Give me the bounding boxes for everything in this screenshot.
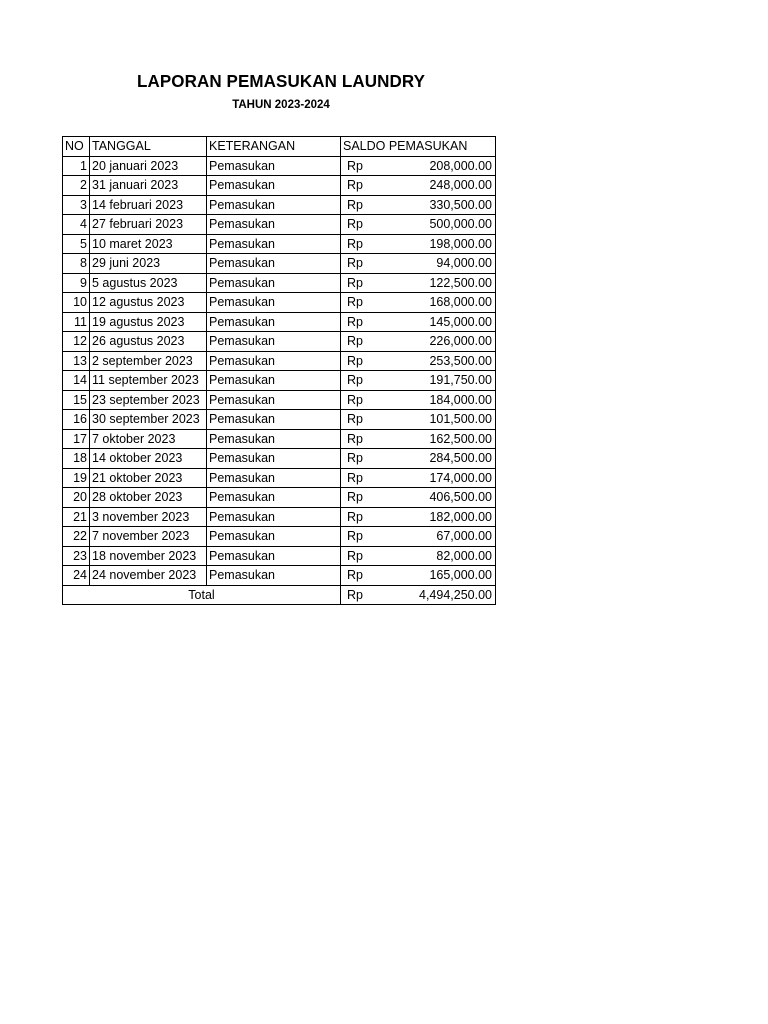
amount-value: 208,000.00	[429, 158, 492, 173]
cell-tanggal: 20 januari 2023	[90, 156, 207, 176]
cell-tanggal: 5 agustus 2023	[90, 273, 207, 293]
cell-saldo	[341, 176, 496, 196]
table-header-row	[63, 137, 496, 157]
cell-no: 18	[63, 449, 90, 469]
table-row	[63, 293, 496, 313]
report-title: LAPORAN PEMASUKAN LAUNDRY	[136, 71, 426, 92]
currency-label: Rp	[347, 568, 363, 582]
currency-label: Rp	[347, 295, 363, 309]
cell-tanggal: 30 september 2023	[90, 410, 207, 430]
amount-value: 101,500.00	[429, 412, 492, 426]
cell-saldo	[341, 429, 496, 449]
amount-value: 94,000.00	[436, 256, 492, 270]
income-table	[62, 136, 496, 605]
cell-tanggal: 14 oktober 2023	[90, 449, 207, 469]
currency-label: Rp	[347, 490, 363, 504]
cell-saldo	[341, 546, 496, 566]
cell-no: 9	[63, 273, 90, 293]
cell-keterangan: Pemasukan	[207, 390, 341, 410]
cell-keterangan: Pemasukan	[207, 351, 341, 371]
cell-tanggal: 2 september 2023	[90, 351, 207, 371]
cell-tanggal: 19 agustus 2023	[90, 312, 207, 332]
total-currency-label: Rp	[347, 587, 363, 602]
amount-value: 248,000.00	[429, 178, 492, 192]
table-row	[63, 215, 496, 235]
currency-label: Rp	[347, 236, 363, 251]
table-row	[63, 234, 496, 254]
header-tanggal: TANGGAL	[90, 137, 207, 157]
cell-tanggal: 3 november 2023	[90, 507, 207, 527]
table-row	[63, 410, 496, 430]
cell-no: 14	[63, 371, 90, 391]
cell-saldo	[341, 527, 496, 547]
cell-no: 3	[63, 195, 90, 215]
amount-value: 122,500.00	[429, 275, 492, 290]
cell-no: 24	[63, 566, 90, 586]
cell-keterangan: Pemasukan	[207, 546, 341, 566]
cell-tanggal: 18 november 2023	[90, 546, 207, 566]
cell-keterangan: Pemasukan	[207, 488, 341, 508]
table-row	[63, 351, 496, 371]
currency-label: Rp	[347, 392, 363, 407]
currency-label: Rp	[347, 197, 363, 212]
cell-tanggal: 28 oktober 2023	[90, 488, 207, 508]
cell-keterangan: Pemasukan	[207, 156, 341, 176]
currency-label: Rp	[347, 217, 363, 231]
table-row	[63, 468, 496, 488]
cell-keterangan: Pemasukan	[207, 293, 341, 313]
currency-label: Rp	[347, 158, 363, 173]
amount-value: 168,000.00	[429, 295, 492, 309]
currency-label: Rp	[347, 412, 363, 426]
cell-tanggal: 12 agustus 2023	[90, 293, 207, 313]
amount-value: 198,000.00	[429, 236, 492, 251]
currency-label: Rp	[347, 548, 363, 563]
cell-saldo	[341, 351, 496, 371]
cell-saldo	[341, 449, 496, 469]
total-saldo	[341, 585, 496, 605]
amount-value: 500,000.00	[429, 217, 492, 231]
total-amount-value: 4,494,250.00	[419, 587, 492, 602]
cell-no: 1	[63, 156, 90, 176]
cell-tanggal: 11 september 2023	[90, 371, 207, 391]
amount-value: 330,500.00	[429, 197, 492, 212]
cell-saldo	[341, 410, 496, 430]
table-row	[63, 566, 496, 586]
cell-saldo	[341, 273, 496, 293]
total-label: Total	[63, 585, 341, 605]
cell-saldo	[341, 390, 496, 410]
currency-label: Rp	[347, 509, 363, 524]
cell-tanggal: 27 februari 2023	[90, 215, 207, 235]
table-row	[63, 449, 496, 469]
cell-keterangan: Pemasukan	[207, 312, 341, 332]
currency-label: Rp	[347, 431, 363, 446]
cell-saldo	[341, 254, 496, 274]
currency-label: Rp	[347, 470, 363, 485]
cell-saldo	[341, 332, 496, 352]
amount-value: 162,500.00	[429, 431, 492, 446]
amount-value: 165,000.00	[429, 568, 492, 582]
cell-keterangan: Pemasukan	[207, 332, 341, 352]
cell-keterangan: Pemasukan	[207, 371, 341, 391]
cell-tanggal: 26 agustus 2023	[90, 332, 207, 352]
cell-tanggal: 7 oktober 2023	[90, 429, 207, 449]
cell-no: 12	[63, 332, 90, 352]
cell-tanggal: 23 september 2023	[90, 390, 207, 410]
cell-no: 13	[63, 351, 90, 371]
amount-value: 67,000.00	[436, 529, 492, 543]
cell-tanggal: 10 maret 2023	[90, 234, 207, 254]
cell-saldo	[341, 312, 496, 332]
amount-value: 184,000.00	[429, 392, 492, 407]
table-row	[63, 273, 496, 293]
cell-no: 19	[63, 468, 90, 488]
table-row	[63, 429, 496, 449]
cell-no: 8	[63, 254, 90, 274]
cell-no: 2	[63, 176, 90, 196]
header-saldo: SALDO PEMASUKAN	[341, 137, 496, 157]
cell-tanggal: 31 januari 2023	[90, 176, 207, 196]
cell-no: 22	[63, 527, 90, 547]
income-table-body	[63, 137, 496, 605]
table-row	[63, 312, 496, 332]
amount-value: 253,500.00	[429, 353, 492, 368]
cell-keterangan: Pemasukan	[207, 410, 341, 430]
table-row	[63, 254, 496, 274]
cell-saldo	[341, 215, 496, 235]
cell-keterangan: Pemasukan	[207, 176, 341, 196]
table-row	[63, 527, 496, 547]
total-row	[63, 585, 496, 605]
currency-label: Rp	[347, 314, 363, 329]
cell-no: 16	[63, 410, 90, 430]
table-row	[63, 176, 496, 196]
amount-value: 174,000.00	[429, 470, 492, 485]
cell-no: 10	[63, 293, 90, 313]
currency-label: Rp	[347, 353, 363, 368]
table-row	[63, 390, 496, 410]
currency-label: Rp	[347, 256, 363, 270]
amount-value: 406,500.00	[429, 490, 492, 504]
cell-saldo	[341, 468, 496, 488]
cell-tanggal: 14 februari 2023	[90, 195, 207, 215]
amount-value: 182,000.00	[429, 509, 492, 524]
cell-tanggal: 24 november 2023	[90, 566, 207, 586]
table-row	[63, 507, 496, 527]
cell-saldo	[341, 234, 496, 254]
cell-tanggal: 21 oktober 2023	[90, 468, 207, 488]
cell-saldo	[341, 566, 496, 586]
cell-keterangan: Pemasukan	[207, 234, 341, 254]
cell-no: 15	[63, 390, 90, 410]
amount-value: 82,000.00	[436, 548, 492, 563]
cell-saldo	[341, 195, 496, 215]
header-keterangan: KETERANGAN	[207, 137, 341, 157]
currency-label: Rp	[347, 451, 363, 465]
cell-keterangan: Pemasukan	[207, 215, 341, 235]
cell-keterangan: Pemasukan	[207, 468, 341, 488]
cell-no: 20	[63, 488, 90, 508]
cell-keterangan: Pemasukan	[207, 195, 341, 215]
cell-no: 23	[63, 546, 90, 566]
currency-label: Rp	[347, 529, 363, 543]
cell-keterangan: Pemasukan	[207, 254, 341, 274]
table-row	[63, 546, 496, 566]
cell-keterangan: Pemasukan	[207, 273, 341, 293]
cell-saldo	[341, 488, 496, 508]
cell-no: 4	[63, 215, 90, 235]
table-row	[63, 156, 496, 176]
currency-label: Rp	[347, 178, 363, 192]
cell-tanggal: 29 juni 2023	[90, 254, 207, 274]
cell-saldo	[341, 293, 496, 313]
cell-keterangan: Pemasukan	[207, 429, 341, 449]
cell-saldo	[341, 507, 496, 527]
table-row	[63, 332, 496, 352]
table-row	[63, 488, 496, 508]
cell-no: 21	[63, 507, 90, 527]
cell-keterangan: Pemasukan	[207, 449, 341, 469]
cell-keterangan: Pemasukan	[207, 527, 341, 547]
cell-no: 5	[63, 234, 90, 254]
currency-label: Rp	[347, 334, 363, 348]
amount-value: 284,500.00	[429, 451, 492, 465]
cell-keterangan: Pemasukan	[207, 507, 341, 527]
amount-value: 226,000.00	[429, 334, 492, 348]
cell-keterangan: Pemasukan	[207, 566, 341, 586]
cell-no: 17	[63, 429, 90, 449]
cell-no: 11	[63, 312, 90, 332]
cell-saldo	[341, 371, 496, 391]
amount-value: 145,000.00	[429, 314, 492, 329]
header-no: NO	[63, 137, 90, 157]
table-row	[63, 195, 496, 215]
currency-label: Rp	[347, 373, 363, 387]
currency-label: Rp	[347, 275, 363, 290]
cell-tanggal: 7 november 2023	[90, 527, 207, 547]
cell-saldo	[341, 156, 496, 176]
report-subtitle: TAHUN 2023-2024	[232, 99, 330, 111]
amount-value: 191,750.00	[429, 373, 492, 387]
table-row	[63, 371, 496, 391]
